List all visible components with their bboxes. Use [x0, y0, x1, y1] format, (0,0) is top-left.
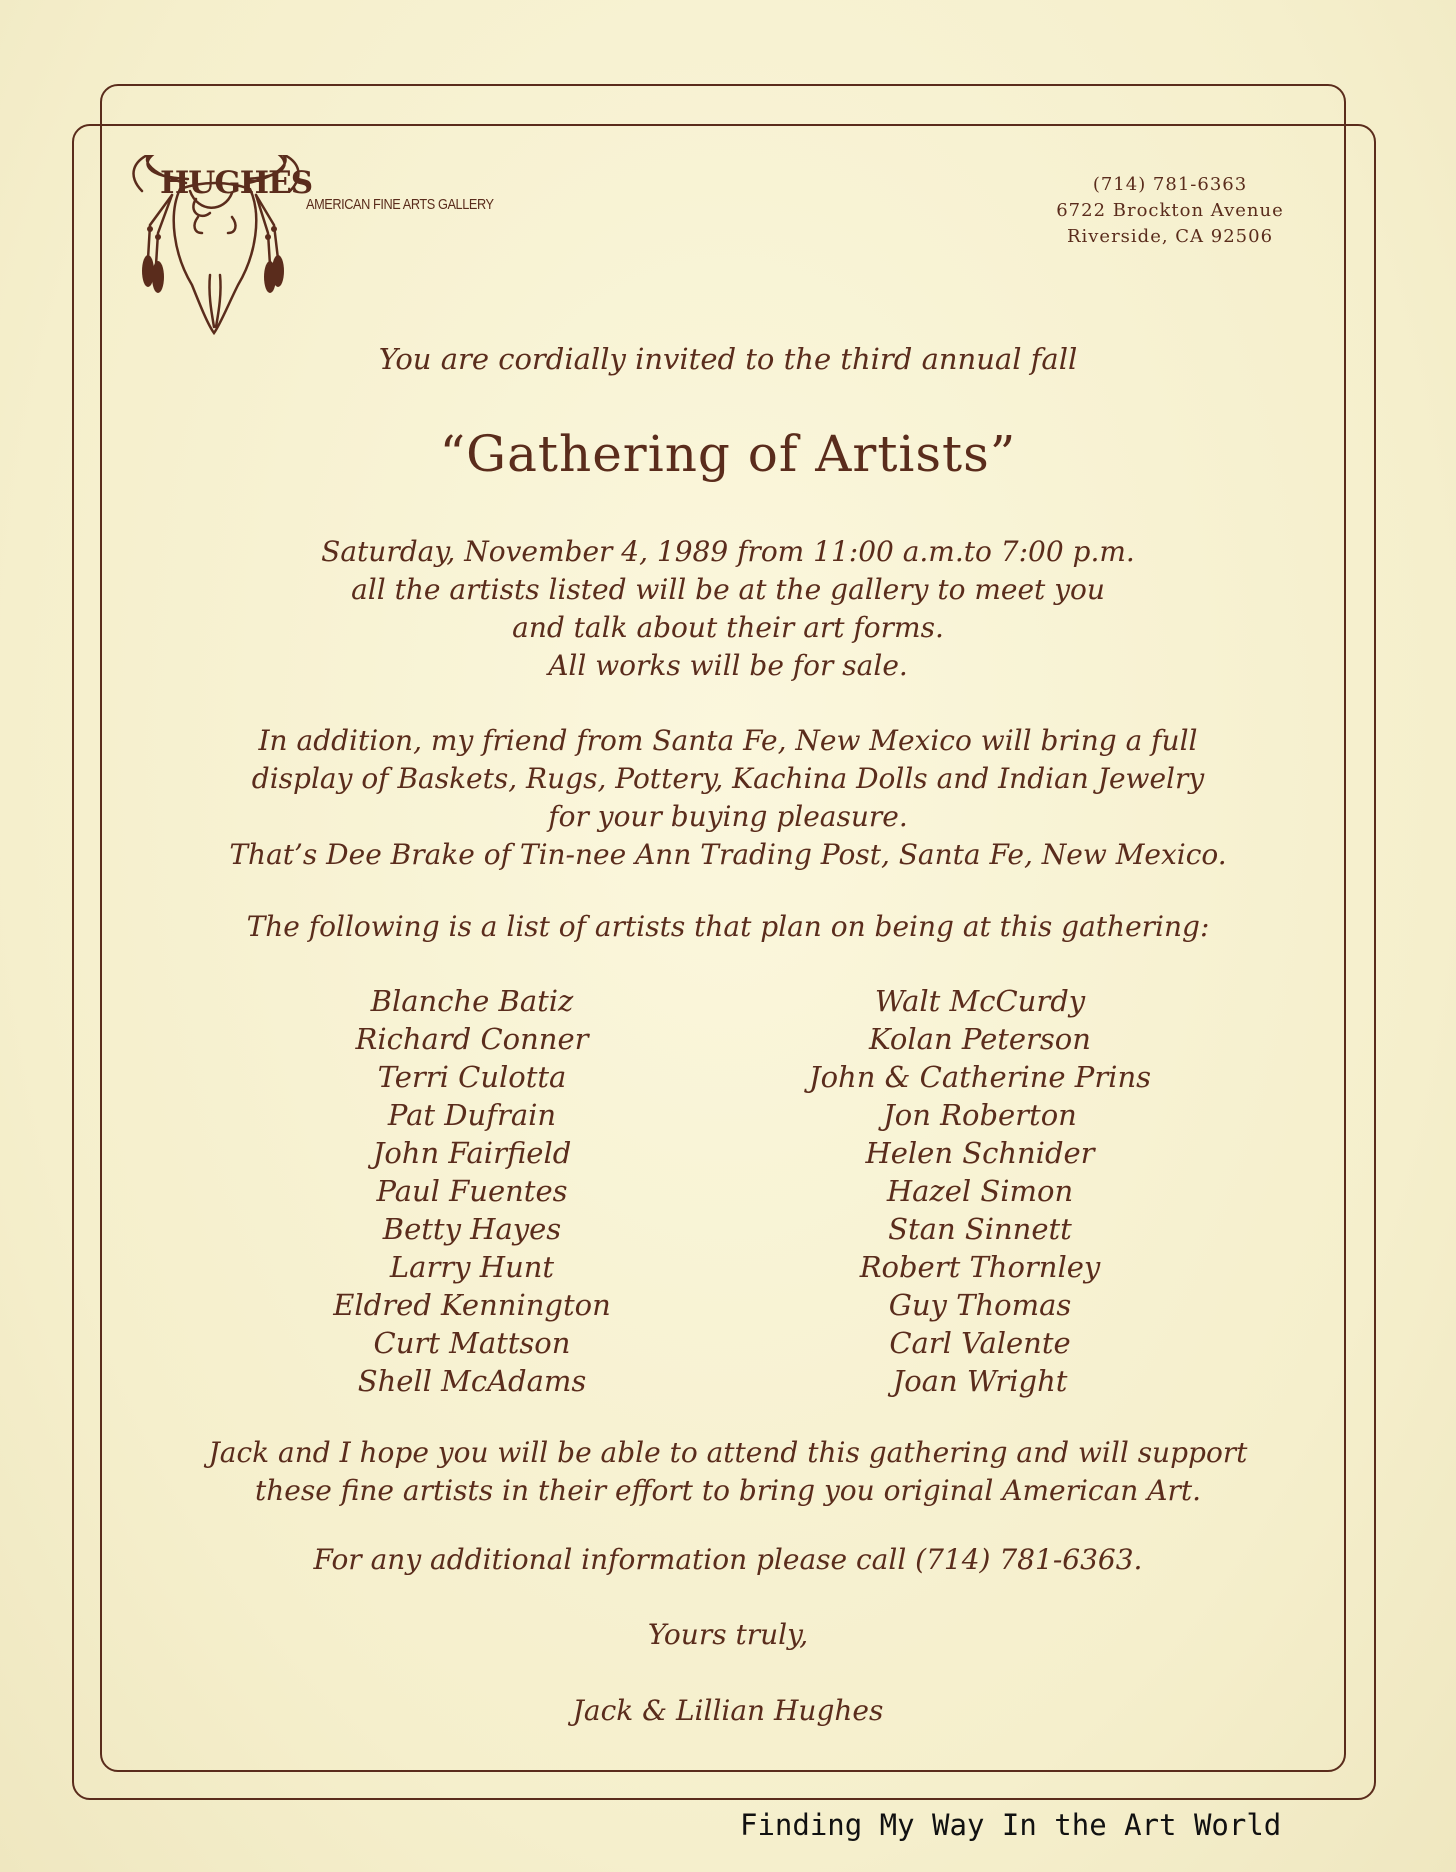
addition-line: for your buying pleasure.: [548, 800, 908, 833]
artist-name: Eldred Kennington: [333, 1288, 611, 1322]
artist-name: John Fairfield: [372, 1136, 572, 1170]
contact-block: [1020, 172, 1320, 250]
closing-info: For any additional information please call (714) 781-6363.: [313, 1543, 1143, 1576]
details-line: Saturday, November 4, 1989 from 11:00 a.m.to 7:00 p.m.: [321, 535, 1135, 568]
details-line: All works will be for sale.: [548, 649, 908, 682]
artist-name: Terri Culotta: [377, 1060, 567, 1094]
details-line: and talk about their art forms.: [512, 611, 944, 644]
artist-name: Robert Thornley: [859, 1250, 1101, 1284]
artist-name: Helen Schnider: [865, 1136, 1095, 1170]
invitation-intro: You are cordially invited to the third annual fall: [378, 342, 1078, 376]
artist-name: Carl Valente: [889, 1326, 1071, 1360]
event-details: [100, 533, 1356, 685]
signature: Jack & Lillian Hughes: [572, 1694, 884, 1727]
details-line: all the artists listed will be at the gallery to meet you: [351, 573, 1105, 606]
artist-name: Stan Sinnett: [888, 1212, 1072, 1246]
artist-name: Paul Fuentes: [376, 1174, 568, 1208]
artist-name: Hazel Simon: [886, 1174, 1074, 1208]
artist-name: Richard Conner: [355, 1022, 589, 1056]
hope-line: Jack and I hope you will be able to attend this gathering and will support: [208, 1436, 1248, 1469]
artist-name: Kolan Peterson: [869, 1022, 1091, 1056]
gallery-subtitle: AMERICAN FINE ARTS GALLERY: [306, 196, 494, 213]
addition-line: That’s Dee Brake of Tin-nee Ann Trading Post, Santa Fe, New Mexico.: [229, 838, 1227, 871]
hope-line: these fine artists in their effort to bring you original American Art.: [255, 1474, 1201, 1507]
artist-name: Blanche Batiz: [370, 984, 574, 1018]
artist-name: Guy Thomas: [888, 1288, 1072, 1322]
artist-list-right: [760, 982, 1200, 1400]
contact-city: Riverside, CA 92506: [1066, 226, 1274, 247]
closing-hope: [100, 1434, 1356, 1510]
contact-street: 6722 Brockton Avenue: [1056, 200, 1284, 221]
artist-name: Joan Wright: [892, 1364, 1068, 1398]
artist-name: Shell McAdams: [357, 1364, 587, 1398]
contact-phone: (714) 781-6363: [1092, 174, 1248, 195]
artist-name: Jon Roberton: [883, 1098, 1077, 1132]
closing-salutation: Yours truly,: [647, 1618, 809, 1651]
artist-name: Curt Mattson: [373, 1326, 571, 1360]
addition-line: In addition, my friend from Santa Fe, New Mexico will bring a full: [258, 724, 1198, 757]
watermark-caption: Finding My Way In the Art World: [740, 1808, 1282, 1842]
event-title: “Gathering of Artists”: [439, 425, 1017, 483]
artist-name: Walt McCurdy: [874, 984, 1086, 1018]
artist-name: John & Catherine Prins: [808, 1060, 1152, 1094]
artist-name: Larry Hunt: [389, 1250, 555, 1284]
gallery-name: HUGHES: [160, 165, 313, 201]
gallery-logo: [128, 155, 528, 345]
addition-paragraph: [100, 722, 1356, 874]
artist-list-intro: The following is a list of artists that plan on being at this gathering:: [246, 910, 1210, 943]
artist-list-left: [252, 982, 692, 1400]
artist-name: Pat Dufrain: [387, 1098, 557, 1132]
artist-name: Betty Hayes: [382, 1212, 562, 1246]
addition-line: display of Baskets, Rugs, Pottery, Kachina Dolls and Indian Jewelry: [251, 762, 1205, 795]
